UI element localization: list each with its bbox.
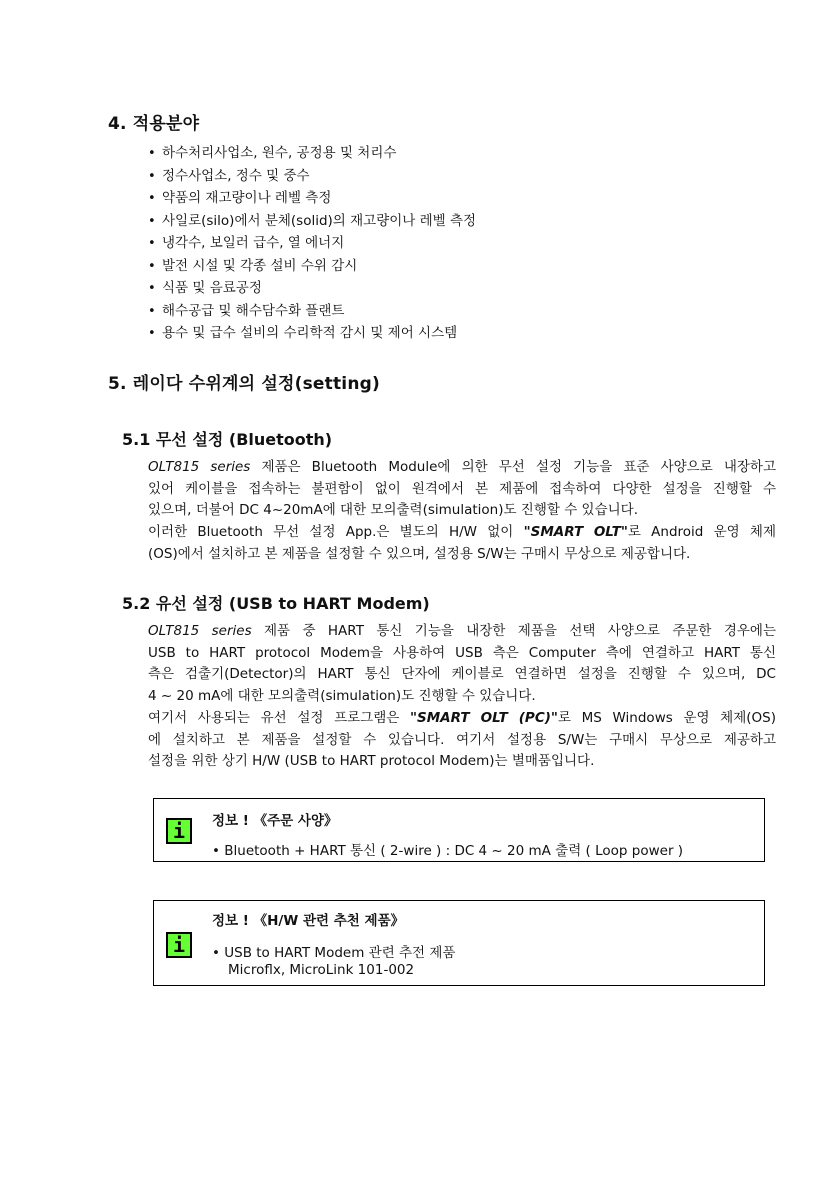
list-item: • 사일로(silo)에서 분체(solid)의 재고량이나 레벨 측정 [148, 210, 476, 233]
text-line: (OS)에서 설치하고 본 제품을 설정할 수 있으며, 설정용 S/W는 구매시 무상으로 제공합니다. [148, 545, 691, 562]
list-item: • 정수사업소, 정수 및 중수 [148, 165, 476, 188]
text-span: 여기서 사용되는 유선 설정 프로그램은 [148, 709, 410, 726]
text-line: 있어 케이블을 접속하는 불편함이 없이 원격에서 본 제품에 접속하여 다양한 설정을 진행할 수 [148, 480, 776, 497]
info-box-order-spec [153, 798, 765, 862]
text-line: 측은 검출기(Detector)의 HART 통신 단자에 케이블로 연결하면 설정을 진행할 수 있으며, DC [148, 666, 776, 683]
section-5-1-heading: 5.1 무선 설정 (Bluetooth) [122, 430, 333, 449]
info-icon: i [166, 932, 192, 958]
text-span: 제품 중 HART 통신 기능을 내장한 제품을 선택 사양으로 주문한 경우에는 [251, 623, 776, 639]
info-box-title: 정보 ! 《H/W 관련 추천 제품》 [212, 913, 405, 929]
info-box-line: Microflx, MicroLink 101-002 [228, 962, 415, 978]
text-line: 에 설치하고 본 제품을 설정할 수 있습니다. 여기서 설정용 S/W는 구매시 무상으로 제공하고 [148, 731, 776, 748]
text-span: 제품은 Bluetooth Module에 의한 무선 설정 기능을 표준 사양으로 내장하고 [250, 459, 776, 475]
text-line: USB to HART protocol Modem을 사용하여 USB 측은 Computer 측에 연결하고 HART 통신 [148, 644, 776, 661]
text-line: 4 ~ 20 mA에 대한 모의출력(simulation)도 진행할 수 있습니다. [148, 688, 536, 705]
text-line [148, 457, 776, 479]
text-line: 있으며, 더불어 DC 4~20mA에 대한 모의출력(simulation)도 진행할 수 있습니다. [148, 502, 639, 519]
text-line: 설정을 위한 상기 H/W (USB to HART protocol Modem)는 별매품입니다. [148, 753, 595, 770]
info-icon: i [166, 818, 192, 844]
app-name: "SMART OLT" [523, 524, 628, 541]
section-5-heading: 5. 레이다 수위계의 설정(setting) [108, 374, 380, 394]
wired-paragraph [148, 621, 776, 773]
text-line [148, 522, 776, 544]
info-box-title: 정보 ! 《주문 사양》 [212, 813, 338, 829]
list-item: • 발전 시설 및 각종 설비 수위 감시 [148, 255, 476, 278]
list-item: • 해수공급 및 해수담수화 플랜트 [148, 300, 476, 323]
bluetooth-paragraph [148, 457, 776, 566]
list-item: • 식품 및 음료공정 [148, 277, 476, 300]
text-span: 로 MS Windows 운영 체제(OS) [557, 709, 776, 726]
application-list [148, 142, 476, 345]
section-4-heading: 4. 적용분야 [108, 114, 200, 134]
list-item: • 약품의 재고량이나 레벨 측정 [148, 187, 476, 210]
info-box-line: • USB to HART Modem 관련 추전 제품 [212, 945, 456, 961]
section-5-2-heading: 5.2 유선 설정 (USB to HART Modem) [122, 594, 430, 613]
list-item: • 하수처리사업소, 원수, 공정용 및 처리수 [148, 142, 476, 165]
info-box-hw-recommendation [153, 900, 765, 986]
text-span: 로 Android 운영 체제 [627, 524, 776, 541]
model-name: OLT815 series [148, 459, 251, 475]
list-item: • 냉각수, 보일러 급수, 열 에너지 [148, 232, 476, 255]
text-line [148, 621, 776, 643]
model-name: OLT815 series [148, 623, 252, 639]
text-span: 이러한 Bluetooth 무선 설정 App.은 별도의 H/W 없이 [148, 524, 524, 541]
list-item: • 용수 및 급수 설비의 수리학적 감시 및 제어 시스템 [148, 322, 476, 345]
info-box-line: • Bluetooth + HART 통신 ( 2-wire ) : DC 4 ~ 20 mA 출력 ( Loop power ) [212, 843, 684, 859]
app-name: "SMART OLT (PC)" [409, 709, 558, 726]
text-line [148, 708, 776, 730]
